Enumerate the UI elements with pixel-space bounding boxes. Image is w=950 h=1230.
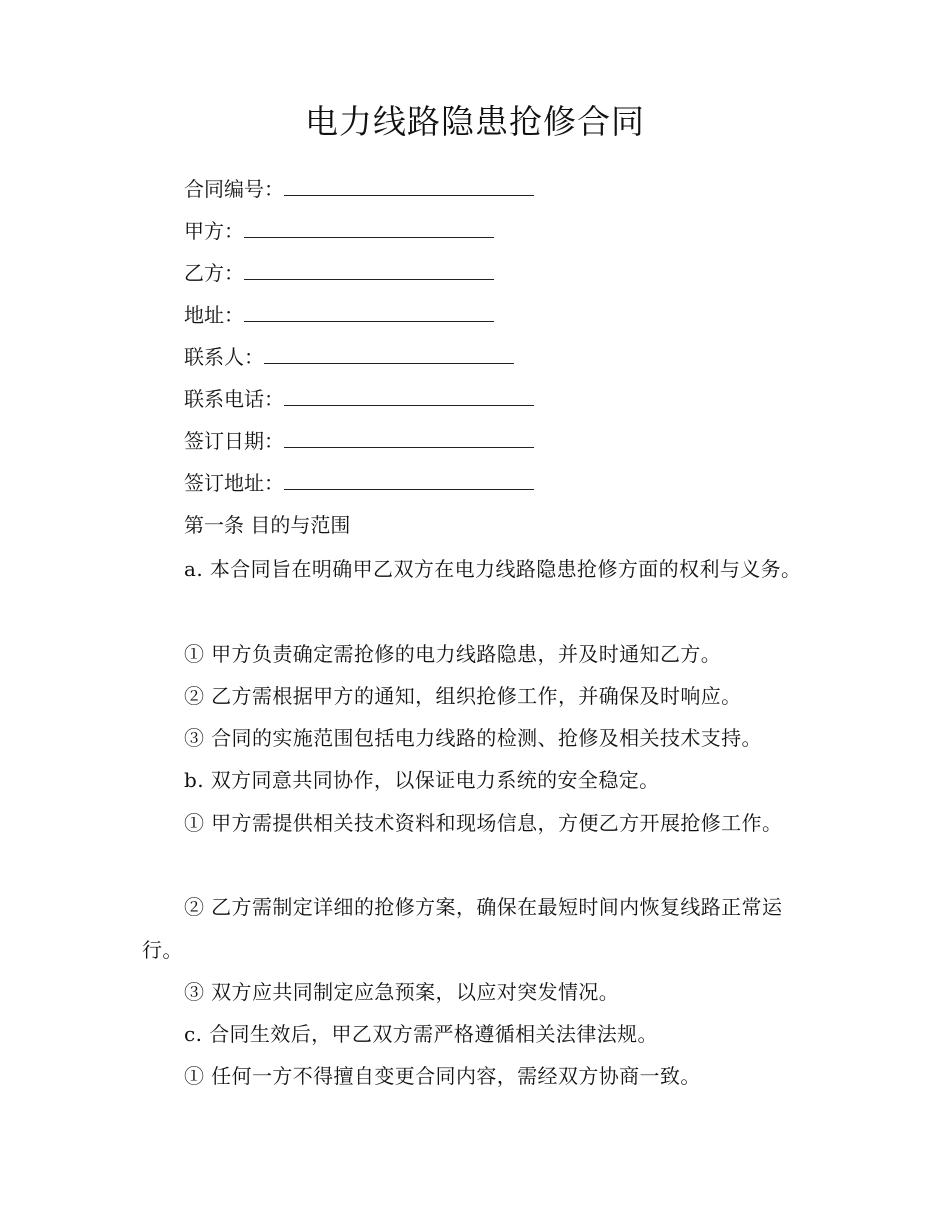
field-signing-date xyxy=(184,427,534,455)
blank-line xyxy=(284,471,534,490)
article-heading: 第一条 目的与范围 xyxy=(184,513,351,537)
clause-b: b. 双方同意共同协作，以保证电力系统的安全稳定。 xyxy=(184,768,660,792)
blank-line xyxy=(264,345,514,364)
field-label: 联系电话： xyxy=(184,387,284,411)
field-label: 地址： xyxy=(184,303,244,327)
field-party-a xyxy=(184,217,494,245)
blank-line xyxy=(284,177,534,196)
field-contact-person xyxy=(184,343,514,371)
clause-c-1: ① 任何一方不得擅自变更合同内容，需经双方协商一致。 xyxy=(184,1064,701,1088)
field-label: 签订地址： xyxy=(184,471,284,495)
clause-b-2: ② 乙方需制定详细的抢修方案，确保在最短时间内恢复线路正常运行。 xyxy=(142,895,783,962)
clause-a-1: ① 甲方负责确定需抢修的电力线路隐患，并及时通知乙方。 xyxy=(184,642,722,666)
document-title: 电力线路隐患抢修合同 xyxy=(305,102,645,141)
field-contract-number xyxy=(184,175,534,203)
blank-line xyxy=(244,219,494,238)
clause-a-2: ② 乙方需根据甲方的通知，组织抢修工作，并确保及时响应。 xyxy=(184,684,742,708)
blank-line xyxy=(284,429,534,448)
clause-b-1: ① 甲方需提供相关技术资料和现场信息，方便乙方开展抢修工作。 xyxy=(184,811,783,835)
field-address xyxy=(184,301,494,329)
field-label: 联系人： xyxy=(184,345,264,369)
field-signing-place xyxy=(184,469,534,497)
clause-c: c. 合同生效后，甲乙双方需严格遵循相关法律法规。 xyxy=(184,1022,658,1046)
clause-b-3: ③ 双方应共同制定应急预案，以应对突发情况。 xyxy=(184,980,620,1004)
field-contact-phone xyxy=(184,385,534,413)
blank-line xyxy=(284,387,534,406)
clause-a-3: ③ 合同的实施范围包括电力线路的检测、抢修及相关技术支持。 xyxy=(184,726,762,750)
field-label: 甲方： xyxy=(184,219,244,243)
blank-line xyxy=(244,261,494,280)
clause-a: a. 本合同旨在明确甲乙双方在电力线路隐患抢修方面的权利与义务。 xyxy=(184,557,802,581)
field-party-b xyxy=(184,259,494,287)
blank-line xyxy=(244,303,494,322)
field-label: 乙方： xyxy=(184,261,244,285)
field-label: 签订日期： xyxy=(184,429,284,453)
field-label: 合同编号： xyxy=(184,177,284,201)
